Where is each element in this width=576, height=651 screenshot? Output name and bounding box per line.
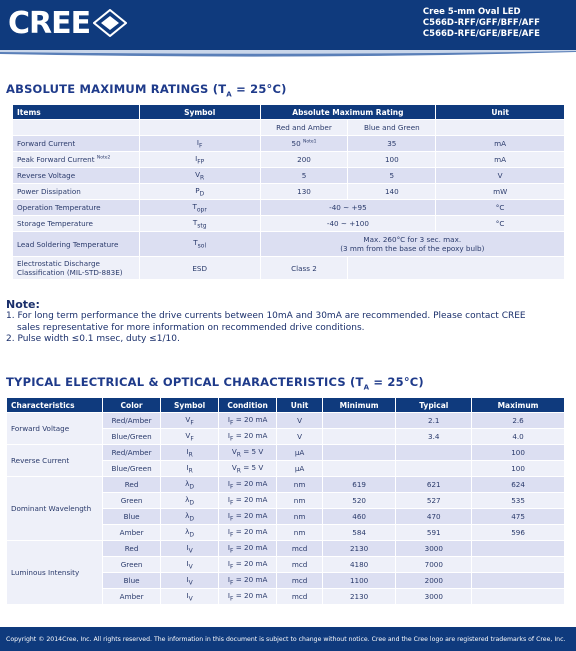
- table-row: [13, 152, 565, 168]
- unit-cell: V: [277, 429, 322, 445]
- empty-cell: [13, 120, 140, 136]
- symbol-cell: [139, 232, 260, 257]
- symbol: I: [186, 446, 189, 456]
- esd-line-1: Electrostatic Discharge: [17, 259, 100, 268]
- col-items: Items: [13, 105, 140, 120]
- symbol-cell: [161, 557, 219, 573]
- logo-text: CREE: [8, 5, 91, 41]
- product-title: [423, 7, 540, 40]
- typ-cell: 527: [396, 493, 472, 509]
- color-cell: Amber: [102, 525, 161, 541]
- cond-sub: F: [229, 579, 234, 587]
- col-maximum: Maximum: [472, 398, 565, 413]
- symbol-sub: D: [189, 499, 195, 507]
- note-line-1b: sales representative for more information on recommended drive conditions.: [17, 322, 365, 333]
- cond-value: = 20 mA: [233, 574, 268, 584]
- col-typical: Typical: [396, 398, 472, 413]
- cond-sub: F: [229, 499, 234, 507]
- cond-sub: F: [229, 435, 234, 443]
- header-swoosh: [0, 50, 576, 60]
- symbol-cell: [139, 152, 260, 168]
- condition-cell: [218, 445, 277, 461]
- symbol-cell: [139, 168, 260, 184]
- table-row: [13, 200, 565, 216]
- col-unit: Unit: [277, 398, 322, 413]
- cond-value: = 5 V: [240, 446, 264, 456]
- symbol-sub: R: [200, 174, 205, 182]
- symbol-cell: [139, 216, 260, 232]
- sub-red-amber: Red and Amber: [260, 120, 348, 136]
- symbol-sub: V: [188, 547, 193, 555]
- unit-cell: µA: [277, 445, 322, 461]
- table-row: [13, 136, 565, 152]
- note-ref: Note2: [96, 155, 111, 161]
- symbol: I: [186, 574, 189, 584]
- cond-var: I: [227, 526, 230, 536]
- characteristic-label: Dominant Wavelength: [7, 477, 103, 541]
- item-label: Operation Temperature: [13, 200, 140, 216]
- solder-line-1: Max. 260°C for 3 sec. max.: [363, 235, 462, 244]
- empty-cell: [436, 120, 565, 136]
- abs-max-title: [6, 82, 287, 98]
- min-cell: 520: [322, 493, 396, 509]
- symbol-cell: ESD: [139, 257, 260, 280]
- symbol-cell: [161, 413, 219, 429]
- symbol: λ: [185, 478, 190, 488]
- max-cell: [472, 589, 565, 605]
- max-cell: 4.0: [472, 429, 565, 445]
- typ-cell: 470: [396, 509, 472, 525]
- max-cell: [472, 573, 565, 589]
- typ-cell: 621: [396, 477, 472, 493]
- table-row: [7, 413, 565, 429]
- cond-value: = 20 mA: [233, 590, 268, 600]
- symbol-cell: [139, 184, 260, 200]
- typ-cell: 3000: [396, 541, 472, 557]
- value-blue-green: 5: [348, 168, 436, 184]
- symbol: I: [195, 153, 198, 163]
- empty-cell: [348, 257, 565, 280]
- table-row: [13, 184, 565, 200]
- symbol: T: [193, 238, 198, 248]
- typ-title-text: TYPICAL ELECTRICAL & OPTICAL CHARACTERISTICS (T: [6, 375, 364, 389]
- cond-value: = 20 mA: [233, 494, 268, 504]
- item-label: [13, 257, 140, 280]
- symbol-cell: [161, 477, 219, 493]
- symbol-sub: V: [188, 595, 193, 603]
- condition-cell: [218, 589, 277, 605]
- value-range: -40 ~ +100: [260, 216, 436, 232]
- typ-title-sub: A: [363, 383, 370, 392]
- max-cell: 535: [472, 493, 565, 509]
- cond-var: I: [227, 494, 230, 504]
- symbol: I: [186, 590, 189, 600]
- symbol-cell: [139, 200, 260, 216]
- cond-var: V: [231, 462, 237, 472]
- table-row: [7, 445, 565, 461]
- cond-value: = 20 mA: [233, 526, 268, 536]
- cond-value: = 5 V: [240, 462, 264, 472]
- symbol-sub: D: [189, 515, 195, 523]
- typ-cell: 591: [396, 525, 472, 541]
- symbol-cell: [161, 589, 219, 605]
- symbol: λ: [185, 526, 190, 536]
- cond-sub: F: [229, 595, 234, 603]
- col-condition: Condition: [218, 398, 277, 413]
- max-cell: 100: [472, 461, 565, 477]
- unit-cell: mcd: [277, 589, 322, 605]
- item-label: Power Dissipation: [13, 184, 140, 200]
- table-row: [13, 257, 565, 280]
- cond-var: I: [227, 558, 230, 568]
- cond-sub: F: [229, 419, 234, 427]
- min-cell: 619: [322, 477, 396, 493]
- table-row: [13, 232, 565, 257]
- cond-sub: F: [229, 531, 234, 539]
- symbol-cell: [161, 461, 219, 477]
- table-row: [13, 216, 565, 232]
- cond-var: I: [227, 574, 230, 584]
- color-cell: Red/Amber: [102, 445, 161, 461]
- cond-sub: F: [229, 483, 234, 491]
- symbol-sub: FP: [197, 158, 205, 166]
- cond-sub: F: [229, 563, 234, 571]
- max-cell: 100: [472, 445, 565, 461]
- value-blue-green: 140: [348, 184, 436, 200]
- symbol: T: [192, 217, 198, 227]
- col-characteristics: Characteristics: [7, 398, 103, 413]
- page-footer: [0, 627, 576, 651]
- cond-var: I: [227, 414, 230, 424]
- max-cell: 624: [472, 477, 565, 493]
- cond-var: I: [227, 510, 230, 520]
- symbol-sub: V: [188, 579, 193, 587]
- symbol: λ: [185, 510, 190, 520]
- max-cell: 475: [472, 509, 565, 525]
- item-label: Lead Soldering Temperature: [13, 232, 140, 257]
- copyright-text: Copyright © 2014Cree, Inc. All rights reserved. The information in this document is subject to change without notice. Cree and the Cree logo are registered trademarks of Cree, Inc.: [6, 635, 566, 643]
- unit-cell: V: [436, 168, 565, 184]
- value-blue-green: 100: [348, 152, 436, 168]
- min-cell: 1100: [322, 573, 396, 589]
- cond-var: I: [227, 430, 230, 440]
- symbol-sub: stg: [197, 222, 207, 230]
- item-label: Forward Current: [13, 136, 140, 152]
- cond-sub: R: [236, 451, 241, 459]
- cond-var: I: [227, 542, 230, 552]
- unit-cell: V: [277, 413, 322, 429]
- unit-cell: nm: [277, 525, 322, 541]
- symbol-sub: F: [199, 142, 203, 150]
- symbol: V: [185, 430, 191, 440]
- sub-blue-green: Blue and Green: [348, 120, 436, 136]
- symbol: λ: [185, 494, 190, 504]
- min-cell: [322, 429, 396, 445]
- unit-cell: mA: [436, 152, 565, 168]
- col-symbol: Symbol: [139, 105, 260, 120]
- min-cell: [322, 445, 396, 461]
- symbol-sub: D: [189, 483, 195, 491]
- col-color: Color: [102, 398, 161, 413]
- cond-value: = 20 mA: [233, 558, 268, 568]
- symbol: P: [195, 185, 200, 195]
- color-cell: Green: [102, 493, 161, 509]
- value-red-amber: 5: [260, 168, 348, 184]
- min-cell: 2130: [322, 541, 396, 557]
- condition-cell: [218, 429, 277, 445]
- typ-title-end: = 25°C): [369, 375, 424, 389]
- product-line-3: C566D-RFE/GFE/BFE/AFE: [422, 29, 540, 39]
- abs-title-sub: A: [226, 90, 232, 99]
- symbol-sub: F: [190, 419, 194, 427]
- value-red-amber: 130: [260, 184, 348, 200]
- typ-cell: 3000: [396, 589, 472, 605]
- symbol-cell: [161, 445, 219, 461]
- note-line-2: 2. Pulse width ≤0.1 msec, duty ≤1/10.: [6, 334, 180, 344]
- min-cell: 2130: [322, 589, 396, 605]
- unit-cell: nm: [277, 509, 322, 525]
- solder-value: [260, 232, 564, 257]
- color-cell: Blue/Green: [102, 429, 161, 445]
- col-abs-rating: Absolute Maximum Rating: [260, 105, 436, 120]
- cond-var: I: [227, 478, 230, 488]
- note-ref: Note1: [302, 139, 317, 145]
- color-cell: Blue: [102, 509, 161, 525]
- symbol-sub: sol: [197, 242, 207, 250]
- color-cell: Blue/Green: [102, 461, 161, 477]
- abs-title-text: ABSOLUTE MAXIMUM RATINGS (T: [6, 82, 227, 96]
- item-label: Storage Temperature: [13, 216, 140, 232]
- cond-value: = 20 mA: [233, 414, 268, 424]
- cond-sub: F: [229, 515, 234, 523]
- color-cell: Red: [102, 477, 161, 493]
- min-cell: [322, 461, 396, 477]
- color-cell: Red: [102, 541, 161, 557]
- condition-cell: [218, 541, 277, 557]
- min-cell: 584: [322, 525, 396, 541]
- symbol-sub: R: [188, 467, 193, 475]
- abs-title-end: = 25°C): [231, 82, 287, 96]
- unit-cell: °C: [436, 216, 565, 232]
- abs-max-table: [12, 104, 565, 280]
- characteristic-label: Forward Voltage: [7, 413, 103, 445]
- col-minimum: Minimum: [322, 398, 396, 413]
- condition-cell: [218, 509, 277, 525]
- typical-title: [6, 375, 424, 391]
- symbol-sub: F: [190, 435, 194, 443]
- characteristic-label: Luminous Intensity: [7, 541, 103, 605]
- typical-table: [6, 397, 565, 605]
- condition-cell: [218, 477, 277, 493]
- unit-cell: mcd: [277, 541, 322, 557]
- symbol-sub: D: [189, 531, 195, 539]
- table-row: [7, 541, 565, 557]
- value-red-amber: 200: [260, 152, 348, 168]
- unit-cell: mW: [436, 184, 565, 200]
- cree-logo: [8, 5, 127, 41]
- unit-cell: mcd: [277, 573, 322, 589]
- item-label: [13, 152, 140, 168]
- characteristic-label: Reverse Current: [7, 445, 103, 477]
- cond-sub: R: [236, 467, 241, 475]
- product-line-2: C566D-RFF/GFF/BFF/AFF: [422, 18, 540, 28]
- cond-var: I: [227, 590, 230, 600]
- condition-cell: [218, 557, 277, 573]
- cond-sub: F: [229, 547, 234, 555]
- condition-cell: [218, 461, 277, 477]
- color-cell: Green: [102, 557, 161, 573]
- unit-cell: °C: [436, 200, 565, 216]
- col-unit: Unit: [436, 105, 565, 120]
- condition-cell: [218, 573, 277, 589]
- esd-line-2: Classification (MIL-STD-883E): [17, 268, 123, 277]
- symbol: I: [186, 542, 189, 552]
- symbol-cell: [161, 429, 219, 445]
- cond-value: = 20 mA: [233, 542, 268, 552]
- value-red-amber: [260, 136, 348, 152]
- note-title: Note:: [6, 298, 40, 311]
- max-cell: [472, 557, 565, 573]
- symbol: V: [195, 169, 201, 179]
- item-label: Reverse Voltage: [13, 168, 140, 184]
- empty-cell: [139, 120, 260, 136]
- symbol: I: [186, 558, 189, 568]
- min-cell: 4180: [322, 557, 396, 573]
- symbol-cell: [139, 136, 260, 152]
- typ-cell: 3.4: [396, 429, 472, 445]
- color-cell: Amber: [102, 589, 161, 605]
- diamond-logo-icon: [93, 9, 127, 37]
- item-text: Peak Forward Current: [17, 155, 95, 164]
- symbol-cell: [161, 509, 219, 525]
- unit-cell: µA: [277, 461, 322, 477]
- unit-cell: nm: [277, 493, 322, 509]
- unit-cell: mA: [436, 136, 565, 152]
- condition-cell: [218, 525, 277, 541]
- min-cell: 460: [322, 509, 396, 525]
- table-row: [13, 168, 565, 184]
- symbol-cell: [161, 541, 219, 557]
- symbol-sub: opr: [196, 206, 207, 214]
- note-line-1: 1. For long term performance the drive currents between 10mA and 30mA are recommended. Please contact CREE: [6, 311, 526, 321]
- esd-value: Class 2: [260, 257, 348, 280]
- symbol: V: [185, 414, 191, 424]
- max-cell: [472, 541, 565, 557]
- value-blue-green: 35: [348, 136, 436, 152]
- color-cell: Red/Amber: [102, 413, 161, 429]
- symbol: T: [192, 201, 197, 211]
- table-row: [7, 477, 565, 493]
- symbol-sub: V: [188, 563, 193, 571]
- note-body: [6, 311, 566, 346]
- min-cell: [322, 413, 396, 429]
- cond-value: = 20 mA: [233, 430, 268, 440]
- typ-cell: 7000: [396, 557, 472, 573]
- cond-var: V: [231, 446, 237, 456]
- typ-cell: [396, 461, 472, 477]
- color-cell: Blue: [102, 573, 161, 589]
- symbol-cell: [161, 493, 219, 509]
- symbol: I: [186, 462, 189, 472]
- cond-value: = 20 mA: [233, 510, 268, 520]
- symbol-cell: [161, 573, 219, 589]
- cond-value: = 20 mA: [233, 478, 268, 488]
- typ-cell: 2000: [396, 573, 472, 589]
- max-cell: 2.6: [472, 413, 565, 429]
- solder-line-2: (3 mm from the base of the epoxy bulb): [340, 244, 485, 253]
- symbol: I: [196, 137, 200, 147]
- unit-cell: mcd: [277, 557, 322, 573]
- typ-cell: [396, 445, 472, 461]
- product-line-1: Cree 5-mm Oval LED: [422, 7, 521, 17]
- symbol-sub: R: [188, 451, 193, 459]
- condition-cell: [218, 493, 277, 509]
- page-header: [0, 0, 576, 50]
- unit-cell: nm: [277, 477, 322, 493]
- col-symbol: Symbol: [161, 398, 219, 413]
- typ-cell: 2.1: [396, 413, 472, 429]
- value: 50: [291, 139, 301, 148]
- symbol-sub: D: [199, 190, 205, 198]
- max-cell: 596: [472, 525, 565, 541]
- value-range: -40 ~ +95: [260, 200, 436, 216]
- symbol-cell: [161, 525, 219, 541]
- condition-cell: [218, 413, 277, 429]
